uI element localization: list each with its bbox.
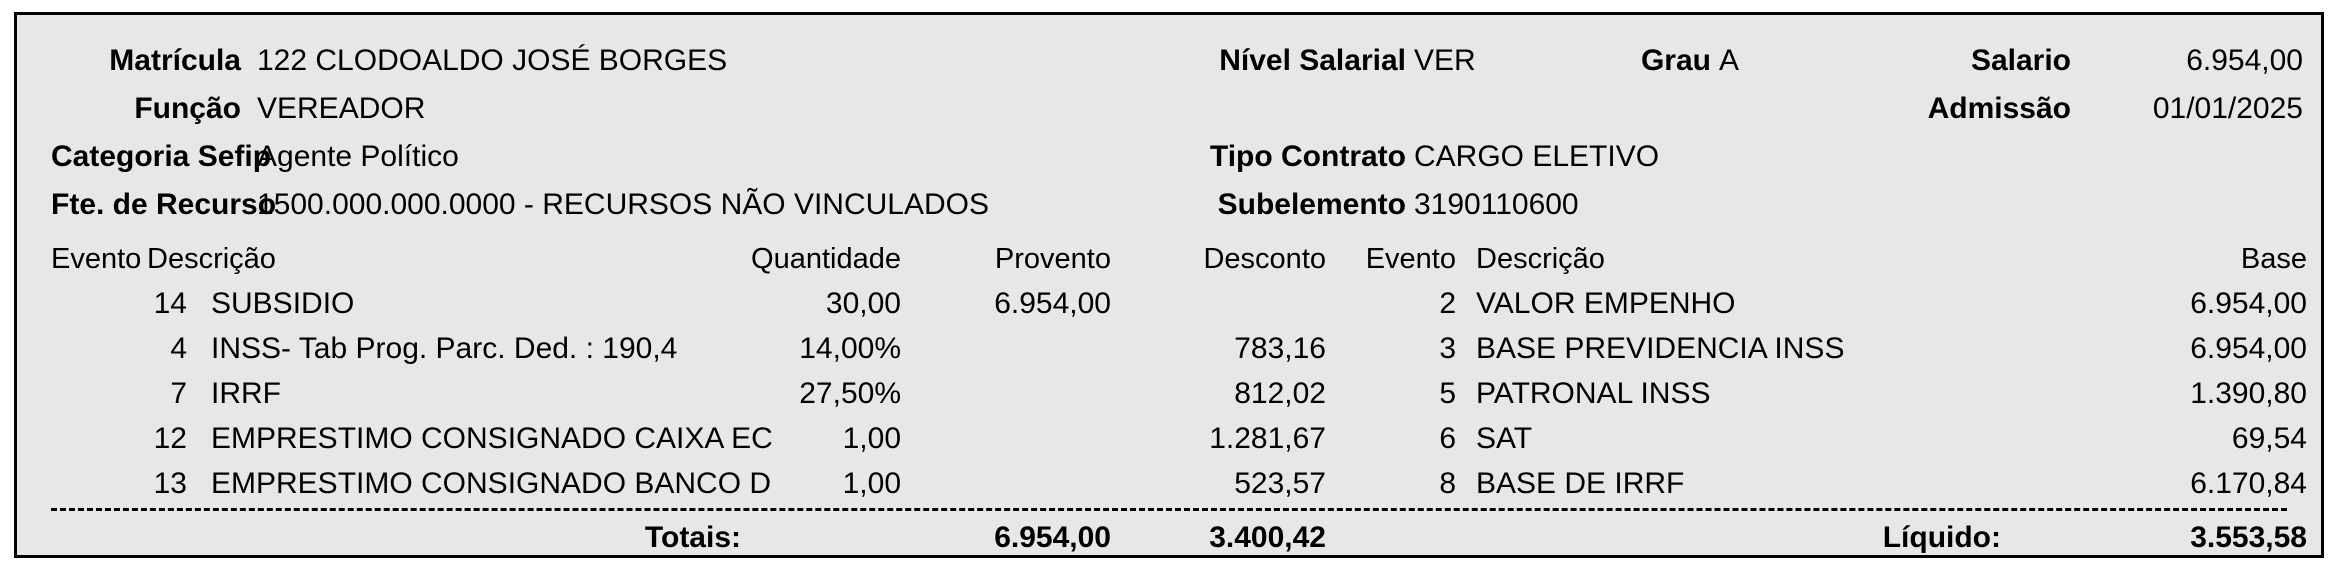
column-header-quantidade: Quantidade: [751, 243, 901, 275]
column-header-provento: Provento: [994, 243, 1111, 275]
cell-desconto: 783,16: [1234, 332, 1326, 365]
totals-row: [51, 515, 2307, 561]
column-header-desconto: Desconto: [1203, 243, 1326, 275]
table-row: [51, 416, 2307, 461]
cell-quantidade: 27,50%: [799, 377, 901, 410]
table-row: [51, 326, 2307, 371]
table-row: [51, 281, 2307, 326]
categoria-sefip-label: Categoria Sefip: [51, 140, 272, 173]
cell-evento-2: 8: [1439, 467, 1456, 500]
header-row-1: [51, 37, 2303, 85]
cell-descricao-2: SAT: [1476, 422, 1533, 455]
matricula-label: Matrícula: [109, 44, 241, 77]
admissao-label: Admissão: [1927, 92, 2071, 125]
table-row: [51, 461, 2307, 506]
matricula-value: 122 CLODOALDO JOSÉ BORGES: [257, 44, 728, 77]
cell-base: 69,54: [2231, 422, 2307, 455]
funcao-label: Função: [134, 92, 241, 125]
liquido-value: 3.553,58: [2190, 521, 2307, 554]
grau-label: Grau: [1640, 44, 1711, 77]
cell-descricao: INSS- Tab Prog. Parc. Ded. : 190,4: [211, 332, 678, 365]
cell-descricao-2: PATRONAL INSS: [1476, 377, 1711, 410]
table-header: [51, 237, 2307, 281]
header-row-3: [51, 133, 2287, 181]
cell-descricao-2: BASE DE IRRF: [1476, 467, 1685, 500]
header-row-4: [51, 181, 2287, 229]
cell-evento-2: 5: [1439, 377, 1456, 410]
totals-provento: 6.954,00: [994, 521, 1111, 554]
cell-base: 6.954,00: [2190, 287, 2307, 320]
subelemento-label: Subelemento: [1217, 188, 1406, 221]
cell-desconto: 1.281,67: [1209, 422, 1326, 455]
cell-quantidade: 1,00: [842, 467, 901, 500]
cell-base: 6.170,84: [2190, 467, 2307, 500]
funcao-value: VEREADOR: [257, 92, 426, 125]
categoria-sefip-value: Agente Político: [257, 140, 459, 173]
table-row: [51, 371, 2307, 416]
admissao-value: 01/01/2025: [2152, 92, 2303, 125]
cell-desconto: 812,02: [1234, 377, 1326, 410]
cell-quantidade: 1,00: [842, 422, 901, 455]
cell-evento-2: 2: [1439, 287, 1456, 320]
payslip-card: [14, 12, 2324, 558]
column-header-evento: Evento: [51, 243, 142, 275]
cell-descricao-2: BASE PREVIDENCIA INSS: [1476, 332, 1845, 365]
cell-descricao: SUBSIDIO: [211, 287, 355, 320]
column-header-descricao: Descrição: [147, 243, 276, 275]
fonte-recurso-label: Fte. de Recurso: [51, 188, 277, 221]
tipo-contrato-label: Tipo Contrato: [1209, 140, 1406, 173]
cell-base: 6.954,00: [2190, 332, 2307, 365]
cell-descricao: EMPRESTIMO CONSIGNADO CAIXA EC: [211, 422, 773, 455]
totals-desconto: 3.400,42: [1209, 521, 1326, 554]
cell-base: 1.390,80: [2190, 377, 2307, 410]
cell-evento: 7: [170, 377, 187, 410]
cell-evento: 13: [153, 467, 187, 500]
cell-evento: 12: [153, 422, 187, 455]
totals-label: Totais:: [644, 521, 741, 554]
cell-provento: 6.954,00: [994, 287, 1111, 320]
cell-evento-2: 3: [1439, 332, 1456, 365]
cell-evento-2: 6: [1439, 422, 1456, 455]
column-header-descricao-2: Descrição: [1476, 243, 1605, 275]
subelemento-value: 3190110600: [1414, 188, 1579, 221]
fonte-recurso-value: 1500.000.000.0000 - RECURSOS NÃO VINCULADOS: [257, 188, 989, 221]
nivel-salarial-value: VER: [1414, 44, 1476, 77]
column-header-evento-2: Evento: [1365, 243, 1456, 275]
cell-descricao-2: VALOR EMPENHO: [1476, 287, 1736, 320]
header-row-2: [51, 85, 2303, 133]
nivel-salarial-label: Nível Salarial: [1219, 44, 1406, 77]
liquido-label: Líquido:: [1882, 521, 2001, 554]
grau-value: A: [1719, 44, 1740, 77]
salario-value: 6.954,00: [2186, 44, 2303, 77]
tipo-contrato-value: CARGO ELETIVO: [1414, 140, 1660, 173]
column-header-base: Base: [2240, 243, 2307, 275]
cell-descricao: EMPRESTIMO CONSIGNADO BANCO D: [211, 467, 772, 500]
cell-desconto: 523,57: [1234, 467, 1326, 500]
cell-quantidade: 30,00: [825, 287, 901, 320]
salario-label: Salario: [1970, 44, 2071, 77]
totals-divider: [51, 508, 2287, 511]
cell-quantidade: 14,00%: [799, 332, 901, 365]
cell-descricao: IRRF: [211, 377, 281, 410]
cell-evento: 14: [153, 287, 187, 320]
cell-evento: 4: [170, 332, 187, 365]
